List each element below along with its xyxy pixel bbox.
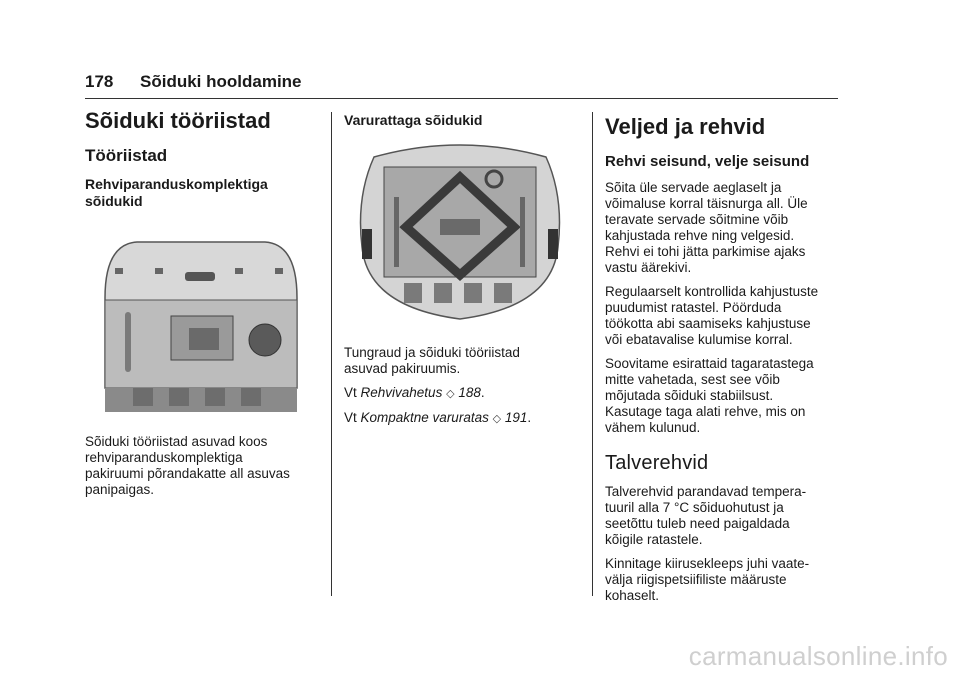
page-header — [85, 70, 838, 99]
page-ref-arrow-icon: ◇ — [492, 413, 502, 425]
tool-kit-illustration — [85, 238, 317, 418]
column-2 — [344, 108, 576, 435]
tire-condition-para-1: Sõita üle servade aeglaselt ja võimaluse korral täisnurga all. Üle teravate servade sõitmine võib kahjustada rehve ning velgesid. Rehvi ei tohi jätta parkimise ajaks vastu äärekivi. — [605, 180, 808, 275]
reference-tire-change: Vt Rehvivahetus ◇ 188. — [344, 385, 485, 400]
subheading-spare-wheel: Varurattaga sõidukid — [344, 112, 483, 128]
subsubheading-repair-kit: Rehviparanduskomplektiga sõidukid — [85, 176, 268, 209]
tools-location-text: Sõiduki tööriistad asuvad koos rehviparanduskomplektiga pakiruumi põrandakatte all asuvas panipaigas. — [85, 434, 290, 497]
subheading-tools: Tööriistad — [85, 146, 168, 165]
compact-spare-link[interactable]: Kompaktne varuratas — [360, 410, 489, 425]
winter-tires-para-1: Talverehvid parandavad tempera- tuuril alla 7 °C sõiduohutust ja seetõttu tuleb need paigaldada kõigile ratastele. — [605, 484, 807, 547]
page-ref-arrow-icon: ◇ — [446, 388, 455, 400]
jack-tools-illustration — [344, 137, 576, 327]
watermark: carmanualsonline.info — [688, 641, 948, 671]
section-heading-winter-tires: Talverehvid — [605, 452, 709, 474]
page-number: 178 — [85, 72, 114, 91]
page-ref-number[interactable]: 191 — [504, 410, 528, 425]
tire-condition-para-2: Regulaarselt kontrollida kahjustuste puudumist ratastel. Pöörduda töökotta abi saamiseks kahjustuse või ebatavalise kulumise korral. — [605, 284, 819, 347]
chapter-title: Sõiduki hooldamine — [140, 72, 302, 91]
winter-tires-para-2: Kinnitage kiirusekleeps juhi vaate- välja riigispetsiifiliste määruste kohaselt. — [605, 556, 810, 603]
column-1 — [85, 108, 317, 506]
section-heading-tools: Sõiduki tööriistad — [85, 108, 271, 133]
column-divider-2 — [592, 112, 593, 596]
tire-change-link[interactable]: Rehvivahetus — [360, 385, 443, 400]
reference-compact-spare: Vt Kompaktne varuratas ◇ 191. — [344, 410, 532, 425]
jack-location-text: Tungraud ja sõiduki tööriistad asuvad pakiruumis. — [344, 345, 520, 376]
page-ref-number[interactable]: 188 — [458, 385, 481, 400]
column-3 — [605, 108, 845, 612]
tire-condition-para-3: Soovitame esirattaid tagaratastega mitte vahetada, sest see võib mõjutada sõiduki stabiilsust. Kasutage taga alati rehve, mis on vähem kulunud. — [605, 356, 814, 435]
column-divider-1 — [331, 112, 332, 596]
section-heading-wheels-tires: Veljed ja rehvid — [605, 114, 766, 139]
subheading-tire-condition: Rehvi seisund, velje seisund — [605, 153, 810, 170]
